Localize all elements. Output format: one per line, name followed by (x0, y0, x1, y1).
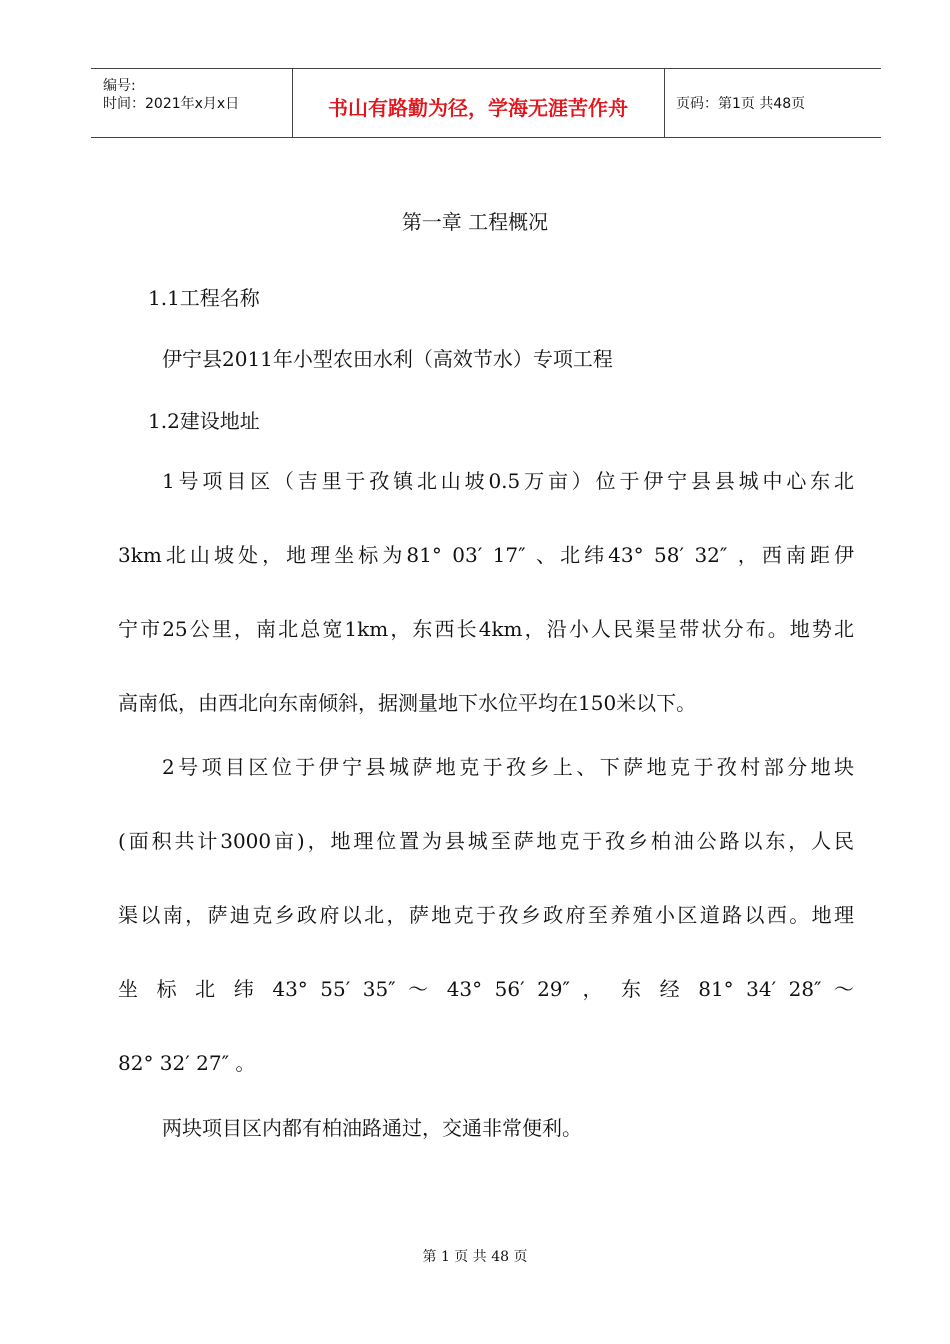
chapter-title: 第一章 工程概况 (401, 210, 549, 234)
paragraph-line: 高南低，由西北向东南倾斜，据测量地下水位平均在150米以下。 (118, 691, 697, 715)
page-footer: 第 1 页 共 48 页 (422, 1249, 528, 1265)
section-heading: 1.2建设地址 (148, 409, 260, 433)
header-meta-cell (91, 69, 293, 137)
paragraph-line: 3km北山坡处，地理坐标为81° 03′ 17″ 、北纬43° 58′ 32″ ，西南距伊 (118, 543, 854, 567)
number-label: 编号: (103, 78, 136, 94)
paragraph-line: 坐 标 北 纬 43° 55′ 35″ ～ 43° 56′ 29″ ， 东 经 81° 34′ 28″ ～ (118, 977, 854, 1001)
paragraph-line: 2号项目区位于伊宁县城萨地克于孜乡上、下萨地克于孜村部分地块 (162, 755, 854, 779)
date-label: 时间：2021年x月x日 (103, 96, 240, 112)
paragraph-line: 两块项目区内都有柏油路通过，交通非常便利。 (162, 1116, 582, 1140)
section-heading: 1.1工程名称 (148, 286, 260, 310)
paragraph-line: 82° 32′ 27″ 。 (118, 1051, 256, 1075)
page-code: 页码：第1页 共48页 (676, 96, 806, 112)
project-name: 伊宁县2011年小型农田水利（高效节水）专项工程 (162, 347, 613, 371)
paragraph-line: 宁市25公里，南北总宽1km，东西长4km，沿小人民渠呈带状分布。地势北 (118, 617, 854, 641)
motto: 书山有路勤为径，学海无涯苦作舟 (328, 96, 628, 120)
header-motto-cell (292, 69, 665, 137)
header-page-cell (664, 69, 880, 137)
paragraph-line: 1号项目区（吉里于孜镇北山坡0.5万亩）位于伊宁县县城中心东北 (162, 469, 854, 493)
paragraph-line: (面积共计3000亩)，地理位置为县城至萨地克于孜乡柏油公路以东，人民 (118, 829, 854, 853)
paragraph-line: 渠以南，萨迪克乡政府以北，萨地克于孜乡政府至养殖小区道路以西。地理 (118, 903, 854, 927)
document-header (91, 68, 881, 138)
